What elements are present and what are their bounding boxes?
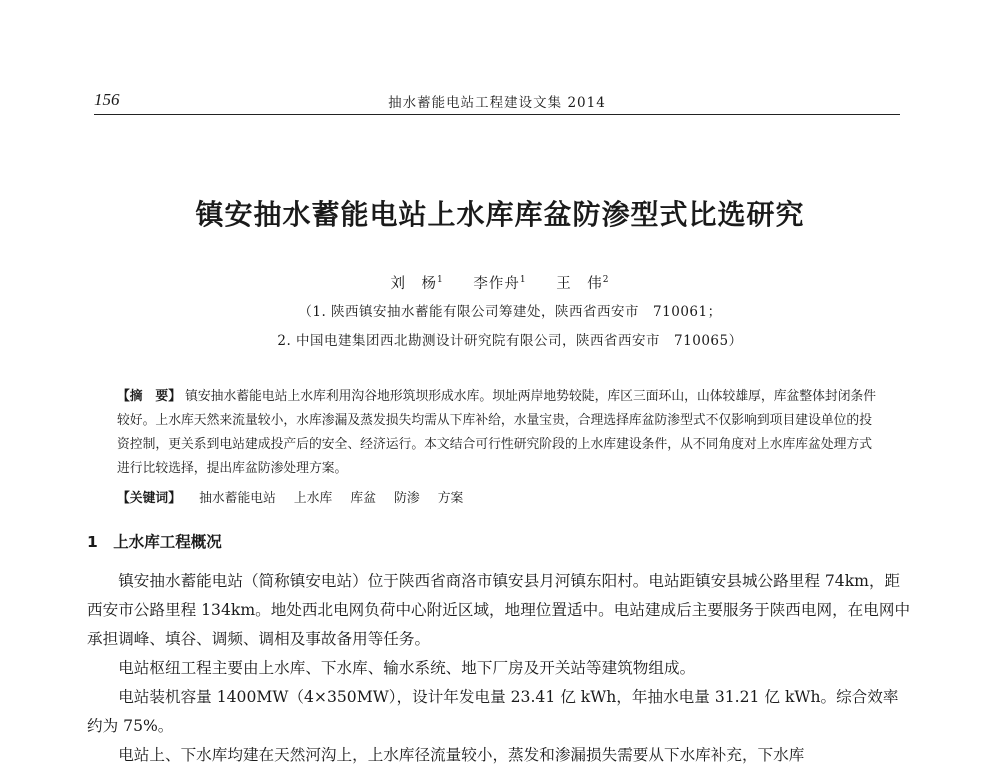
author-affiliation-mark: 1	[437, 275, 444, 286]
author	[391, 276, 444, 292]
author-affiliation-mark: 1	[519, 275, 527, 286]
author-line	[0, 272, 1000, 293]
affiliation: 2. 中国电建集团西北勘测设计研究院有限公司，陕西省西安市 710065）	[277, 333, 743, 349]
keyword: 抽水蓄能电站	[199, 491, 276, 506]
section-body	[87, 567, 913, 770]
keywords	[117, 487, 883, 506]
page-number: 156	[94, 90, 120, 109]
section-heading: 1 上水库工程概况	[87, 533, 222, 551]
running-header	[94, 88, 900, 114]
keyword: 库盆	[350, 491, 376, 506]
abstract-text: 镇安抽水蓄能电站上水库利用沟谷地形筑坝形成水库。坝址两岸地势较陡，库区三面环山，山体较雄厚，库盆整体封闭条件较好。上水库天然来流量较小，水库渗漏及蒸发损失均需从下库补给，水量宝贵，合理选择库盆防渗型式不仅影响到项目建设单位的投资控制，更关系到电站建成投产后的安全、经济运行。本文结合可行性研究阶段的上水库建设条件，从不同角度对上水库库盆处理方式进行比较选择，提出库盆防渗处理方案。	[117, 389, 877, 476]
running-title: 抽水蓄能电站工程建设文集 2014	[388, 95, 606, 111]
keyword: 方案	[437, 491, 464, 506]
keywords-label: 【关键词】	[117, 491, 181, 506]
affiliation: （1. 陕西镇安抽水蓄能有限公司筹建处，陕西省西安市 710061；	[298, 304, 722, 320]
body-paragraph: 电站上、下水库均建在天然河沟上，上水库径流量较小，蒸发和渗漏损失需要从下水库补充，下水库	[118, 746, 805, 764]
body-paragraph: 电站枢纽工程主要由上水库、下水库、输水系统、地下厂房及开关站等建筑物组成。	[118, 659, 696, 677]
abstract-label: 【摘 要】	[117, 389, 181, 404]
author-name: 王 伟	[556, 276, 603, 292]
author	[556, 276, 609, 292]
body-paragraph: 电站装机容量 1400MW（4×350MW），设计年发电量 23.41 亿 kWh，年抽水电量 31.21 亿 kWh。综合效率约为 75%。	[87, 688, 899, 735]
body-paragraph: 镇安抽水蓄能电站（简称镇安电站）位于陕西省商洛市镇安县月河镇东阳村。电站距镇安县城公路里程 74km，距西安市公路里程 134km。地处西北电网负荷中心附近区域，地理位置适中。电站建成后主要服务于陕西电网，在电网中承担调峰、填谷、调频、调相及事故备用等任务。	[87, 572, 911, 648]
author-affiliation-mark: 2	[602, 275, 610, 286]
keyword: 防渗	[394, 491, 420, 506]
keyword: 上水库	[293, 491, 333, 506]
header-rule	[94, 114, 900, 115]
author	[473, 276, 526, 292]
abstract	[117, 385, 883, 481]
author-name: 李作舟	[473, 276, 520, 292]
author-name: 刘 杨	[390, 276, 438, 292]
article-title: 镇安抽水蓄能电站上水库库盆防渗型式比选研究	[195, 198, 805, 231]
